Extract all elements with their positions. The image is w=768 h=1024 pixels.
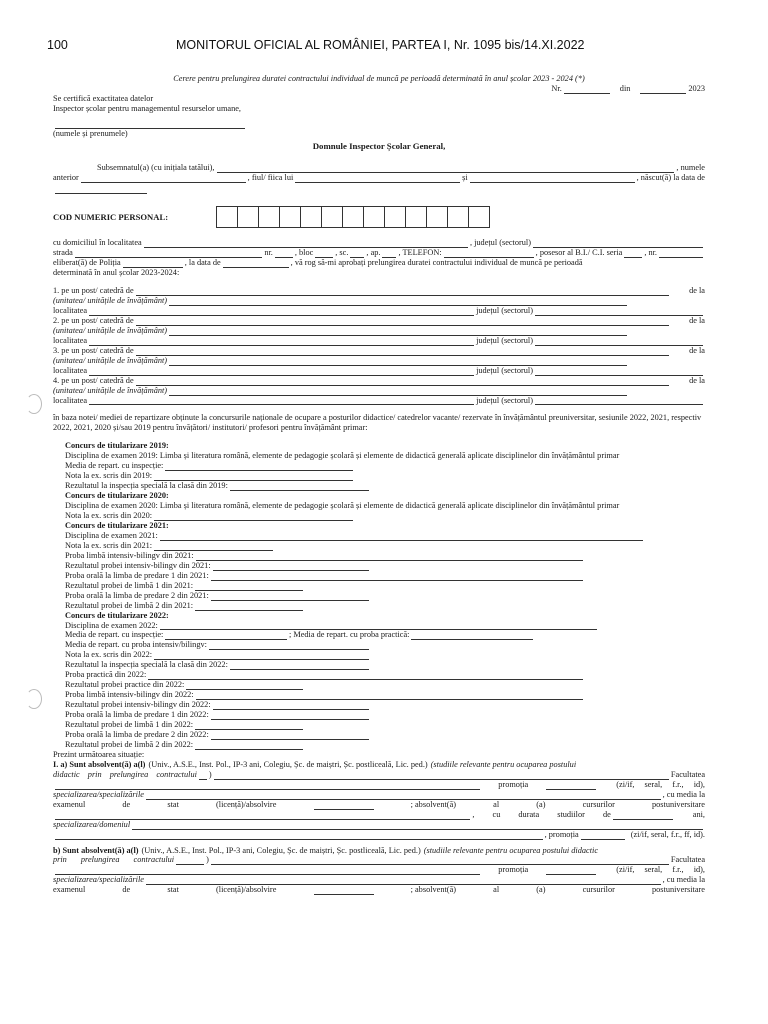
text-field[interactable] bbox=[196, 691, 583, 700]
post-county-field[interactable] bbox=[535, 396, 703, 405]
text-field[interactable] bbox=[213, 701, 369, 710]
post-field[interactable] bbox=[136, 287, 669, 296]
issued-line: eliberat(ă) de Poliția , la data de , vă rog să-mi aprobați prelungirea duratei contractului individual de muncă pe perioadă bbox=[53, 258, 583, 268]
post-item: 4. pe un post/ catedră de de la (unitatea/ unitățile de învățământ) localitatea județul (sectorul) bbox=[53, 375, 705, 405]
post-item: 3. pe un post/ catedră de de la (unitatea/ unitățile de învățământ) localitatea județul (sectorul) bbox=[53, 345, 705, 375]
post-locality-field[interactable] bbox=[89, 307, 474, 316]
text-field[interactable] bbox=[154, 542, 273, 551]
faculty-field[interactable] bbox=[55, 866, 480, 875]
street-line: strada nr. , bloc , sc. , ap. , TELEFON: , posesor al B.I./ C.I. seria , nr. bbox=[53, 248, 705, 258]
post-item: 1. pe un post/ catedră de de la (unitatea/ unitățile de învățământ) localitatea județul (sectorul) bbox=[53, 286, 705, 315]
domicile-line: cu domiciliul în localitatea , județul (sectorul) bbox=[53, 238, 705, 248]
text-field[interactable] bbox=[165, 462, 353, 471]
school-unit-field[interactable] bbox=[169, 357, 627, 366]
faculty-field[interactable] bbox=[55, 781, 480, 790]
post-locality-field[interactable] bbox=[89, 367, 474, 376]
birth-date-field[interactable] bbox=[55, 185, 147, 194]
text-field[interactable] bbox=[211, 572, 583, 581]
text-field[interactable] bbox=[186, 681, 303, 690]
text-field[interactable] bbox=[211, 856, 669, 865]
nr-field[interactable] bbox=[564, 85, 610, 94]
text-field[interactable] bbox=[213, 562, 369, 571]
text-field[interactable] bbox=[314, 885, 374, 895]
school-unit-field[interactable] bbox=[169, 297, 627, 306]
contest-2021: Concurs de titularizare 2021: Disciplina de examen 2021: Nota la ex. scris din 2021: Proba limbă intensiv-bilingv din 2021: Rezultatul probei intensiv-bilingv din 2021: Proba orală la limba de predare 1 din 2021: Rezultatul probei de limbă 1 din 2021: Proba orală la limba de predare 2 din 2021: Rezultatul probei de limbă 2 din 2021: bbox=[53, 521, 705, 611]
mother-name-field[interactable] bbox=[470, 174, 635, 183]
promotion-field[interactable] bbox=[581, 831, 625, 840]
street-field[interactable] bbox=[75, 249, 263, 258]
text-field[interactable] bbox=[214, 771, 669, 780]
post-locality-field[interactable] bbox=[89, 396, 474, 405]
text-field[interactable] bbox=[230, 661, 369, 670]
contest-2022: Concurs de titularizare 2022: Disciplina de examen 2022: Media de repart. cu inspecție: ; Media de repart. cu proba practică: Media de repart. cu proba intensiv/bilingv: Nota la ex. scris din 2022: Rezultatul la inspecția specială la clasă din 2022: Proba practică din 2022: Rezultatul probei practice din 2022: Proba limbă intensiv-bilingv din 2022: Rezultatul probei intensiv-bilingv din 2022: Proba orală la limba de predare 1 din 2022: Rezultatul probei de limbă 1 din 2022: Proba orală la limba de predare 2 din 2022: Rezultatul probei de limbă 2 din 2022: bbox=[53, 611, 705, 750]
contest-2020-discipline: Disciplina de examen 2020: Limba și literatura română, elemente de pedagogie școlară și elemente de didactică generală aplicate disciplinelor din învățământul primar bbox=[65, 501, 620, 511]
cnp-boxes bbox=[216, 206, 490, 228]
contest-2019: Concurs de titularizare 2019: Disciplina de examen 2019: Limba și literatura română, elemente de pedagogie școlară și elemente de didactică generală aplicate disciplinelor din învățământul primar Media de repart. cu inspecție: Nota la ex. scris din 2019: Rezultatul la inspecția specială la clasă din 2019: bbox=[53, 441, 705, 491]
applicant-line-2: anterior , fiul/ fiica lui și , născut(ă) la data de bbox=[53, 173, 705, 183]
registration-line: Nr. din 2023 bbox=[551, 83, 705, 93]
cnp-digit-box[interactable] bbox=[364, 207, 385, 227]
present-text: Prezint următoarea situație: bbox=[53, 749, 145, 759]
request-title: Cerere pentru prelungirea duratei contractului individual de muncă pe perioadă determinată în anul școlar 2023 - 2024 (*) bbox=[173, 74, 585, 83]
cnp-digit-box[interactable] bbox=[238, 207, 259, 227]
cnp-digit-box[interactable] bbox=[217, 207, 238, 227]
base-text: în baza notei/ mediei de repartizare obținute la concursurile naționale de ocupare a posturilor didactice/ catedrelor vacante/ rezervate în învățământul preuniversitar, sesiunile 2022, 2021, respectiv 2022, 2021, 2020 și/sau 2019 pentru învățători/ institutori/ profesori pentru învățământ primar: bbox=[53, 413, 702, 433]
cnp-digit-box[interactable] bbox=[469, 207, 489, 227]
text-field[interactable] bbox=[411, 631, 533, 640]
father-name-field[interactable] bbox=[295, 174, 460, 183]
request-form bbox=[53, 74, 705, 895]
post-field[interactable] bbox=[136, 377, 669, 386]
promotion-field[interactable] bbox=[546, 866, 596, 875]
post-field[interactable] bbox=[136, 347, 669, 356]
specialization-field[interactable] bbox=[146, 791, 661, 800]
cnp-digit-box[interactable] bbox=[448, 207, 469, 227]
post-field[interactable] bbox=[136, 317, 669, 326]
text-field[interactable] bbox=[165, 631, 287, 640]
post-item: 2. pe un post/ catedră de de la (unitatea/ unitățile de învățământ) localitatea județul (sectorul) bbox=[53, 315, 705, 345]
cnp-digit-box[interactable] bbox=[280, 207, 301, 227]
text-field[interactable] bbox=[154, 512, 353, 521]
text-field[interactable] bbox=[160, 621, 597, 630]
text-field[interactable] bbox=[154, 651, 369, 660]
text-field[interactable] bbox=[230, 482, 369, 491]
inspector-name-field[interactable] bbox=[55, 120, 245, 129]
gazette-title: MONITORUL OFICIAL AL ROMÂNIEI, PARTEA I, Nr. 1095 bis/14.XI.2022 bbox=[176, 38, 585, 52]
cnp-digit-box[interactable] bbox=[343, 207, 364, 227]
post-locality-field[interactable] bbox=[89, 337, 474, 346]
duration-field[interactable] bbox=[613, 811, 673, 820]
text-field[interactable] bbox=[199, 771, 207, 780]
text-field[interactable] bbox=[195, 721, 303, 730]
page-header bbox=[0, 38, 768, 56]
applicant-line-1: Subsemnatul(a) (cu inițiala tatălui), , numele bbox=[97, 163, 705, 173]
phone-field[interactable] bbox=[444, 249, 534, 258]
inspector-label: Inspector școlar pentru managementul resurselor umane, bbox=[53, 103, 241, 113]
block-field[interactable] bbox=[315, 249, 333, 258]
county-field[interactable] bbox=[533, 239, 703, 248]
contest-2019-discipline: Disciplina de examen 2019: Limba și literatura română, elemente de pedagogie școlară și elemente de didactică generală aplicate disciplinelor din învățământul primar bbox=[65, 451, 620, 461]
apartment-field[interactable] bbox=[382, 249, 396, 258]
text-field[interactable] bbox=[209, 641, 369, 650]
contest-2020-title: Concurs de titularizare 2020: bbox=[65, 491, 169, 501]
contest-2022-title: Concurs de titularizare 2022: bbox=[65, 610, 169, 620]
text-field[interactable] bbox=[55, 831, 543, 840]
id-number-field[interactable] bbox=[659, 249, 703, 258]
page-number: 100 bbox=[47, 38, 68, 52]
post-county-field[interactable] bbox=[535, 307, 703, 316]
date-field[interactable] bbox=[640, 85, 686, 94]
school-unit-field[interactable] bbox=[169, 387, 627, 396]
text-field[interactable] bbox=[154, 472, 353, 481]
cnp-digit-box[interactable] bbox=[259, 207, 280, 227]
text-field[interactable] bbox=[211, 711, 369, 720]
street-number-field[interactable] bbox=[275, 249, 293, 258]
domain-field[interactable] bbox=[132, 821, 703, 830]
cnp-digit-box[interactable] bbox=[385, 207, 406, 227]
text-field[interactable] bbox=[160, 532, 643, 541]
studies-section: I. a) Sunt absolvent(ă) a(l) (Univ., A.S.E., Inst. Pol., IP-3 ani, Colegiu, Șc. de maiștri, Șc. postliceală, Lic. ped.) (studiile relevante pentru ocuparea postului didactic prin prelungirea contractului ) Facultatea promoția (zi/if, seral, f.r., id), specializarea/specializările , cu media la examenul de stat (licență)/absolvire ; absolvent(ă) al (a) cursurilor postuniversitare , cu durata studiilor de ani, specializarea/domeniul , promoția (zi/if, seral, f.r., ff, id). b) Sunt absolvent(ă) a(l) (Univ., A.S.E., Inst. Pol., IP-3 ani, Colegiu, Șc. de maiștri, Șc. postliceală, Lic. ped.) (studiile relevante pentru ocuparea postului didactic prin prelungirea contractului ) Facultatea promoția (zi/if, seral, f.r., id), specializarea/specializările , cu media la examenul de stat (licență)/absolvire ; absolvent(ă) al (a) cursurilor postuniversitare bbox=[53, 759, 705, 895]
id-series-field[interactable] bbox=[624, 249, 642, 258]
issuer-field[interactable] bbox=[123, 259, 183, 268]
addressee: Domnule Inspector Școlar General, bbox=[312, 140, 446, 151]
text-field[interactable] bbox=[148, 671, 583, 680]
contest-2021-title: Concurs de titularizare 2021: bbox=[65, 521, 169, 530]
post-county-field[interactable] bbox=[535, 337, 703, 346]
cnp-digit-box[interactable] bbox=[322, 207, 343, 227]
cnp-section bbox=[53, 206, 705, 228]
contest-2019-title: Concurs de titularizare 2019: bbox=[65, 441, 169, 451]
cnp-digit-box[interactable] bbox=[427, 207, 448, 227]
text-field[interactable] bbox=[55, 811, 470, 820]
binder-hole-mark bbox=[26, 394, 42, 414]
binder-hole-mark bbox=[26, 689, 42, 709]
text-field[interactable] bbox=[195, 582, 303, 591]
text-field[interactable] bbox=[195, 741, 303, 750]
certify-text: Se certifică exactitatea datelor bbox=[53, 93, 154, 103]
promotion-field[interactable] bbox=[546, 781, 596, 790]
cnp-digit-box[interactable] bbox=[301, 207, 322, 227]
text-field[interactable] bbox=[195, 602, 303, 611]
contest-2020: Concurs de titularizare 2020: Disciplina de examen 2020: Limba și literatura română, elemente de pedagogie școlară și elemente de didactică generală aplicate disciplinelor din învățământul primar Nota la ex. scris din 2020: bbox=[53, 491, 705, 521]
text-field[interactable] bbox=[176, 856, 204, 865]
locality-field[interactable] bbox=[144, 239, 468, 248]
stair-field[interactable] bbox=[350, 249, 364, 258]
post-county-field[interactable] bbox=[535, 367, 703, 376]
school-year-text: determinată în anul școlar 2023-2024: bbox=[53, 268, 180, 278]
cnp-label: COD NUMERIC PERSONAL: bbox=[53, 212, 169, 223]
text-field[interactable] bbox=[211, 592, 369, 601]
applicant-name-field[interactable] bbox=[217, 164, 675, 173]
post-list bbox=[53, 286, 705, 405]
specialization-field[interactable] bbox=[146, 876, 661, 885]
text-field[interactable] bbox=[211, 731, 369, 740]
former-name-field[interactable] bbox=[81, 174, 246, 183]
issue-date-field[interactable] bbox=[223, 259, 289, 268]
name-note: (numele și prenumele) bbox=[53, 128, 128, 138]
text-field[interactable] bbox=[314, 800, 374, 810]
cnp-digit-box[interactable] bbox=[406, 207, 427, 227]
text-field[interactable] bbox=[196, 552, 583, 561]
school-unit-field[interactable] bbox=[169, 327, 627, 336]
